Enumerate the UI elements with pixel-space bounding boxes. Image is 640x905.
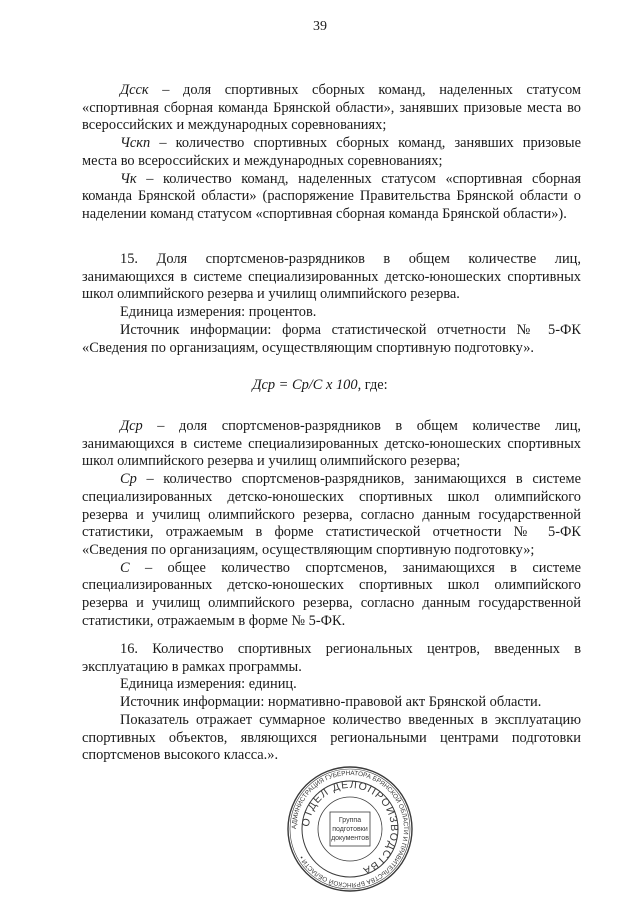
section-16-note: Показатель отражает суммарное количество введенных в эксплуатацию спортивных объектов, являющихся региональными центрами подготовки спортсменов высокого класса.». — [82, 711, 581, 764]
definition-chskp: Чскп – количество спортивных сборных команд, занявших призовые места во всероссийских и международных соревнованиях; — [82, 135, 581, 169]
section-16 — [82, 641, 581, 765]
section-16-title: 16. Количество спортивных региональных центров, введенных в эксплуатацию в рамках программы. — [82, 641, 581, 675]
definition-sr: Ср – количество спортсменов-разрядников, занимающихся в системе специализированных детско-юношеских спортивных школ олимпийского резерва и училищ олимпийского резерва, согласно данным государственной статистики, отражаемым в форме статистической отчетности № 5-ФК «Сведения по организациям, осуществляющим спортивную подготовку»; — [82, 471, 581, 558]
formula-line — [0, 377, 640, 394]
formula-tail: , где: — [357, 377, 388, 393]
formula: Дср = Ср/С х 100 — [252, 377, 358, 393]
section-15-source: Источник информации: форма статистической отчетности № 5-ФК «Сведения по организациям, осуществляющим спортивную подготовку». — [82, 321, 581, 356]
definition-chk: Чк – количество команд, наделенных статусом «спортивная сборная команда Брянской области» (распоряжение Правительства Брянской области о наделении команд статусом «спортивная сборная команда Брянской области»). — [82, 170, 581, 222]
definition-s: С – общее количество спортсменов, занимающихся в системе специализированных детско-юношеских спортивных школ олимпийского резерва и училищ олимпийского резерва, согласно данным государственной статистики, отражаемым в форме № 5-ФК. — [82, 559, 581, 629]
seal-center-line-3: документов — [331, 835, 369, 842]
section-15-unit: Единица измерения: процентов. — [120, 304, 317, 321]
page-number: 39 — [313, 19, 327, 34]
definition-dsr: Дср – доля спортсменов-разрядников в общем количестве лиц, занимающихся в системе специализированных детско-юношеских спортивных школ олимпийского резерва и училищ олимпийского резерва; — [82, 418, 581, 470]
seal-middle-text: ОТДЕЛ ДЕЛОПРОИЗВОДСТВА — [299, 778, 401, 877]
definitions-block-1 — [82, 82, 581, 224]
seal-center-line-1: Группа — [338, 817, 362, 824]
section-16-source: Источник информации: нормативно-правовой акт Брянской области. — [120, 694, 542, 711]
department-seal — [286, 765, 414, 893]
definitions-block-2 — [82, 418, 581, 630]
section-15-header — [82, 251, 581, 357]
section-15-title: 15. Доля спортсменов-разрядников в общем количестве лиц, занимающихся в системе специализированных детско-юношеских спортивных школ олимпийского резерва и училищ олимпийского резерва. — [82, 251, 581, 303]
seal-outer-text: АДМИНИСТРАЦИЯ ГУБЕРНАТОРА БРЯНСКОЙ ОБЛАСТИ И ПРАВИТЕЛЬСТВА БРЯНСКОЙ ОБЛАСТИ • — [290, 769, 410, 889]
definition-dssk: Дсск – доля спортивных сборных команд, наделенных статусом «спортивная сборная команда Брянской области», занявших призовые места во всероссийских и международных соревнованиях; — [82, 82, 581, 134]
seal-center-line-2: подготовки — [332, 826, 368, 833]
section-16-unit: Единица измерения: единиц. — [120, 676, 297, 693]
